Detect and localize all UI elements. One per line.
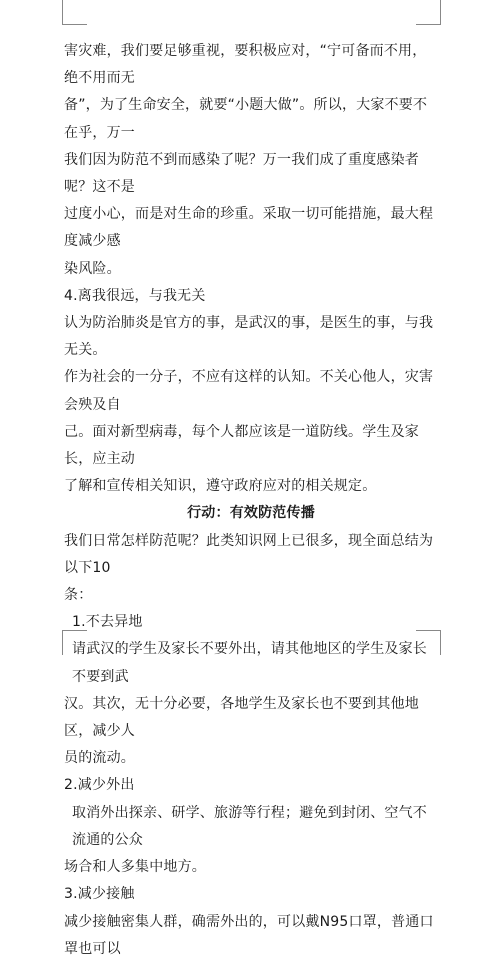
body-line: 我们日常怎样防范呢？此类知识网上已很多，现全面总结为以下10 bbox=[64, 532, 434, 576]
body-line: 员的流动。 bbox=[64, 750, 135, 767]
body-line: 请武汉的学生及家长不要外出，请其他地区的学生及家长不要到武 bbox=[72, 641, 427, 685]
body-line: 条： bbox=[64, 587, 93, 604]
corner-mark-bottom-left bbox=[62, 630, 87, 655]
section-heading: 3.减少接触 bbox=[64, 886, 135, 903]
body-line: 作为社会的一分子，不应有这样的认知。不关心他人，灾害会殃及自 bbox=[64, 369, 434, 413]
body-line: 汉。其次，无十分必要，各地学生及家长也不要到其他地区，减少人 bbox=[64, 695, 419, 740]
body-line: 己。面对新型病毒，每个人都应该是一道防线。学生及家长，应主动 bbox=[64, 423, 419, 468]
body-line: 过度小心，而是对生命的珍重。采取一切可能措施，最大程度减少感 bbox=[64, 206, 434, 250]
chapter-heading: 行动：有效防范传播 bbox=[187, 505, 315, 522]
corner-mark-top-left bbox=[62, 0, 87, 25]
body-line: 取消外出探亲、研学、旅游等行程；避免到封闭、空气不流通的公众 bbox=[72, 804, 427, 848]
body-line: 染风险。 bbox=[64, 260, 121, 277]
section-heading: 2.减少外出 bbox=[64, 777, 135, 794]
body-line: 我们因为防范不到而感染了呢？万一我们成了重度感染者呢？这不是 bbox=[64, 151, 419, 196]
body-line: 减少接触密集人群，确需外出的，可以戴N95口罩，普通口罩也可以 bbox=[64, 913, 434, 957]
document-body bbox=[64, 38, 438, 963]
corner-mark-bottom-right bbox=[416, 630, 441, 655]
section-heading: 4.离我很远，与我无关 bbox=[64, 287, 206, 304]
body-line: 认为防治肺炎是官方的事，是武汉的事，是医生的事，与我无关。 bbox=[64, 315, 434, 359]
corner-mark-top-right bbox=[416, 0, 441, 25]
body-line: 备”，为了生命安全，就要“小题大做”。所以，大家不要不在乎，万一 bbox=[64, 97, 428, 141]
body-line: 害灾难，我们要足够重视，要积极应对，“宁可备而不用，绝不用而无 bbox=[64, 43, 427, 87]
body-line: 了解和宣传相关知识，遵守政府应对的相关规定。 bbox=[64, 478, 377, 495]
body-line: 场合和人多集中地方。 bbox=[64, 859, 206, 876]
section-heading: 1.不去异地 bbox=[72, 614, 143, 631]
